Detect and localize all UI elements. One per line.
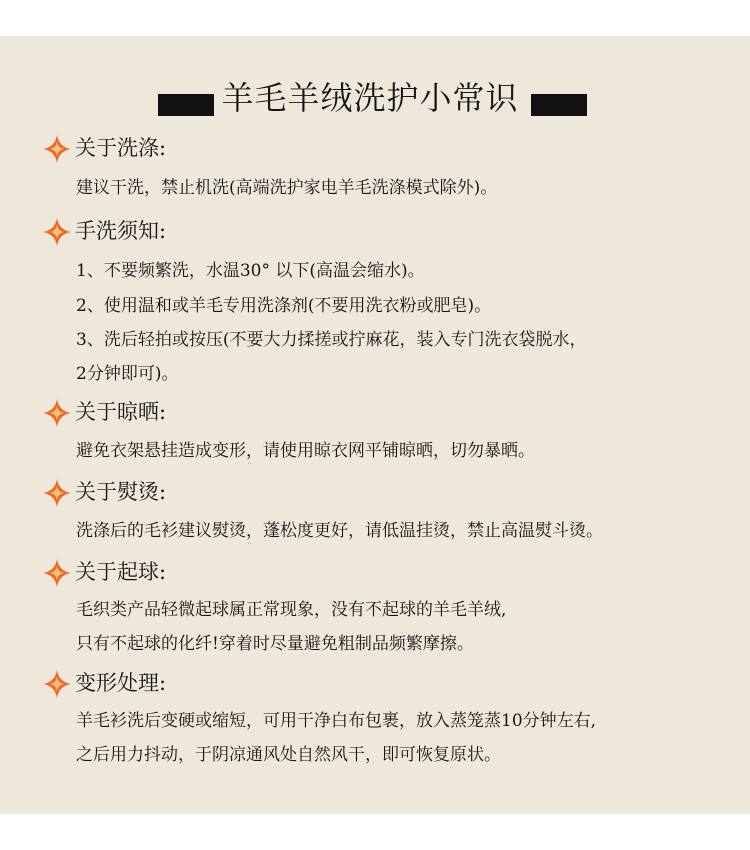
section-line: 2、使用温和或羊毛专用洗涤剂(不要用洗衣粉或肥皂)。: [76, 296, 492, 316]
section-line: 2分钟即可)。: [76, 364, 179, 384]
section-line: 建议干洗，禁止机洗(高端洗护家电羊毛洗涤模式除外)。: [76, 178, 498, 198]
page-title: 羊毛羊绒洗护小常识: [221, 79, 519, 117]
section-line: 洗涤后的毛衫建议熨烫，蓬松度更好，请低温挂烫，禁止高温熨斗烫。: [76, 521, 603, 541]
section-heading: 变形处理:: [75, 671, 167, 695]
title-bar-left: [158, 94, 214, 116]
section-heading: 关于熨烫:: [75, 480, 167, 504]
title-bar-right: [531, 94, 587, 116]
section-heading: 关于洗涤:: [75, 136, 167, 160]
four-point-star-icon: [42, 217, 72, 247]
section-heading: 关于起球:: [75, 560, 167, 584]
four-point-star-icon: [42, 669, 72, 699]
section-line: 1、不要频繁洗，水温30° 以下(高温会缩水)。: [76, 261, 425, 281]
section-heading: 手洗须知:: [75, 219, 167, 243]
section-line: 毛织类产品轻微起球属正常现象，没有不起球的羊毛羊绒,: [76, 600, 507, 620]
section-line: 避免衣架悬挂造成变形，请使用晾衣网平铺晾晒，切勿暴晒。: [76, 441, 535, 461]
four-point-star-icon: [42, 558, 72, 588]
four-point-star-icon: [42, 478, 72, 508]
section-line: 只有不起球的化纤!穿着时尽量避免粗制品频繁摩擦。: [76, 634, 474, 654]
four-point-star-icon: [42, 398, 72, 428]
section-line: 之后用力抖动，于阴凉通风处自然风干，即可恢复原状。: [76, 745, 501, 765]
title-row: [0, 56, 750, 117]
section-line: 3、洗后轻拍或按压(不要大力揉搓或拧麻花，装入专门洗衣袋脱水，: [76, 330, 587, 350]
section-line: 羊毛衫洗后变硬或缩短，可用干净白布包裹，放入蒸笼蒸10分钟左右,: [76, 711, 597, 731]
four-point-star-icon: [42, 134, 72, 164]
section-heading: 关于晾晒:: [75, 400, 167, 424]
content-panel: [0, 36, 750, 814]
